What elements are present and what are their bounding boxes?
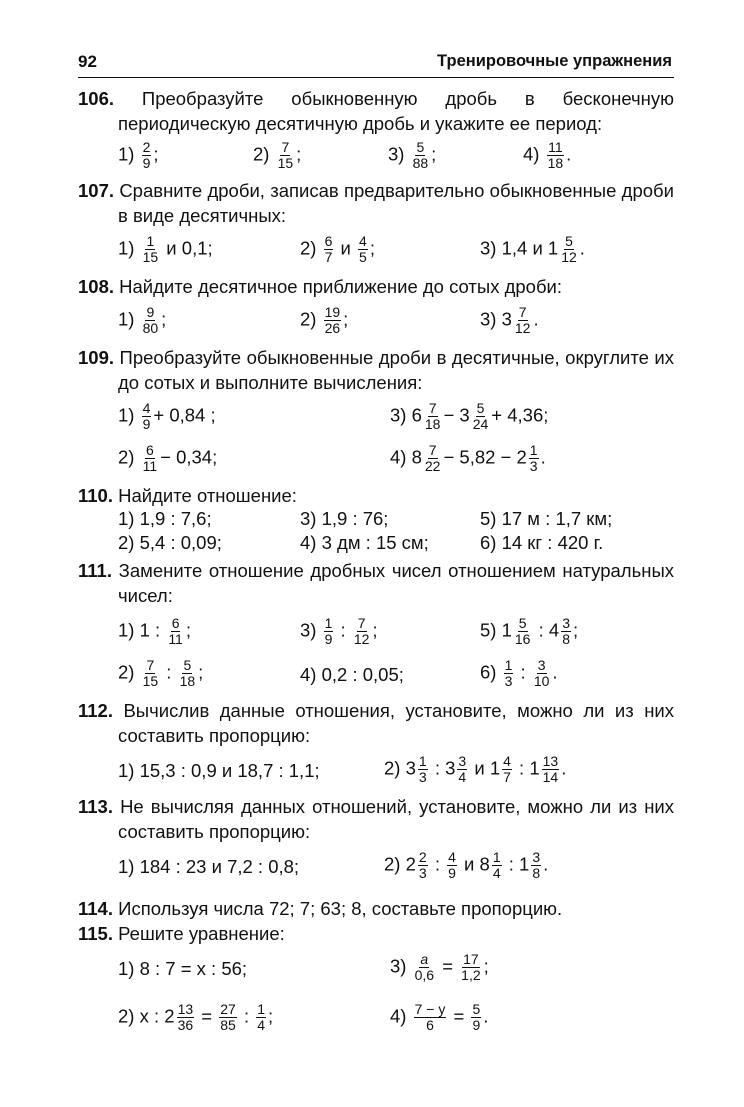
problem-number: 111.: [78, 560, 112, 581]
item: 5) 1 $\frac{5}{16}$ : 4 $\frac{3}{8}$ ;: [480, 615, 579, 647]
problem-115: [78, 921, 674, 946]
item: 3) 3 $\frac{7}{12}$ .: [480, 304, 539, 336]
page: [78, 52, 674, 1042]
item: 3) $\frac{1}{9}$ : $\frac{7}{12}$ ;: [300, 615, 378, 647]
item: 2) $\frac{7}{15}$ ;: [253, 139, 302, 171]
problem-number: 108.: [78, 276, 115, 297]
problem-number: 106.: [78, 88, 115, 109]
item: 3) $\frac{5}{88}$ ;: [388, 139, 437, 171]
item: 4) $\frac{11}{18}$ .: [523, 139, 572, 171]
item: 3) 1,9 : 76;: [300, 508, 389, 529]
item: 1) 1,9 : 7,6;: [118, 508, 212, 529]
page-number: 92: [78, 52, 97, 71]
problem-text: Найдите отношение:: [118, 485, 297, 506]
item: 1) 1 : $\frac{6}{11}$ ;: [118, 615, 191, 647]
item: 2) $\frac{7}{15}$ : $\frac{5}{18}$ ;: [118, 657, 204, 689]
problem-text: Найдите десятичное приближение до сотых дроби:: [119, 276, 563, 297]
problem-114: [78, 896, 674, 921]
problem-113: [78, 794, 674, 844]
problem-text: Используя числа 72; 7; 63; 8, составьте пропорцию.: [118, 898, 563, 919]
problem-text: Решите уравнение:: [118, 923, 285, 944]
item: 2) 3 $\frac{1}{3}$ : 3 $\frac{3}{4}$ и 1 $\frac{4}{7}$ : 1 $\frac{13}{14}$ .: [384, 753, 567, 785]
header-rule: [78, 77, 674, 78]
problem-number: 107.: [78, 180, 115, 201]
item: 1) $\frac{9}{80}$ ;: [118, 304, 167, 336]
item: 4) 0,2 : 0,05;: [300, 664, 404, 685]
problem-107: [78, 178, 674, 228]
item: 4) $\frac{7 - y}{6}$ = $\frac{5}{9}$ .: [390, 1001, 489, 1033]
problem-113-items: [78, 844, 674, 890]
problem-110: [78, 483, 674, 508]
problem-text: Вычислив данные отношения, установите, можно ли из них составить пропорцию:: [118, 700, 674, 746]
item: 3) 1,4 и 1 $\frac{5}{12}$ .: [480, 233, 585, 265]
problem-109: [78, 345, 674, 395]
problem-108: [78, 274, 674, 299]
problem-108-items: [78, 299, 674, 345]
item: 1) $\frac{1}{15}$ и 0,1;: [118, 233, 213, 265]
item: 2) $\frac{19}{26}$ ;: [300, 304, 349, 336]
problem-number: 113.: [78, 796, 113, 817]
item: 2) $\frac{6}{11}$ − 0,34;: [118, 442, 218, 474]
item: 6) 14 кг : 420 г.: [480, 532, 604, 553]
item: 1) 15,3 : 0,9 и 18,7 : 1,1;: [118, 760, 320, 781]
running-title: Тренировочные упражнения: [437, 52, 672, 70]
problem-number: 114.: [78, 898, 113, 919]
item: 1) $\frac{4}{9}$ + 0,84 ;: [118, 400, 216, 432]
page-header: [78, 52, 674, 76]
problem-text: Преобразуйте обыкновенную дробь в бесконечную периодическую десятичную дробь и укажите ее период:: [118, 88, 674, 134]
item: 3) $\frac{a}{0,6}$ = $\frac{17}{1,2}$ ;: [390, 951, 489, 983]
item: 1) 8 : 7 = x : 56;: [118, 958, 248, 979]
problem-text: Сравните дроби, записав предварительно обыкновенные дроби в виде десятичных:: [118, 180, 674, 226]
item: 1) 184 : 23 и 7,2 : 0,8;: [118, 856, 300, 877]
problem-106: [78, 86, 674, 136]
problem-109-items: [78, 395, 674, 483]
problem-text: Преобразуйте обыкновенные дроби в десятичные, округлите их до сотых и выполните вычисления:: [118, 347, 675, 393]
problem-number: 110.: [78, 485, 113, 506]
item: 5) 17 м : 1,7 км;: [480, 508, 613, 529]
problem-110-items: [78, 508, 674, 558]
item: 2) 5,4 : 0,09;: [118, 532, 222, 553]
problem-number: 115.: [78, 923, 113, 944]
problem-111: [78, 558, 674, 608]
item: 4) 8 $\frac{7}{22}$ − 5,82 − 2 $\frac{1}{3}$ .: [390, 442, 546, 474]
problem-112: [78, 698, 674, 748]
problem-107-items: [78, 228, 674, 274]
item: 6) $\frac{1}{3}$ : $\frac{3}{10}$ .: [480, 657, 558, 689]
problem-text: Замените отношение дробных чисел отношением натуральных чисел:: [118, 560, 674, 606]
item: 2) 2 $\frac{2}{3}$ : $\frac{4}{9}$ и 8 $\frac{1}{4}$ : 1 $\frac{3}{8}$ .: [384, 849, 549, 881]
problem-text: Не вычисляя данных отношений, установите, можно ли из них составить пропорцию:: [118, 796, 674, 842]
item: 3) 6 $\frac{7}{18}$ − 3 $\frac{5}{24}$ + 4,36;: [390, 400, 549, 432]
item: 2) $\frac{6}{7}$ и $\frac{4}{5}$ ;: [300, 233, 375, 265]
item: 2) x : 2 $\frac{13}{36}$ = $\frac{27}{85}$ : $\frac{1}{4}$ ;: [118, 1001, 274, 1033]
problem-number: 109.: [78, 347, 115, 368]
problem-number: 112.: [78, 700, 113, 721]
problem-111-items: [78, 608, 674, 698]
problem-112-items: [78, 748, 674, 794]
problem-115-items: [78, 946, 674, 1042]
item: 1) $\frac{2}{9}$ ;: [118, 139, 159, 171]
item: 4) 3 дм : 15 см;: [300, 532, 429, 553]
problem-106-items: [78, 136, 674, 178]
